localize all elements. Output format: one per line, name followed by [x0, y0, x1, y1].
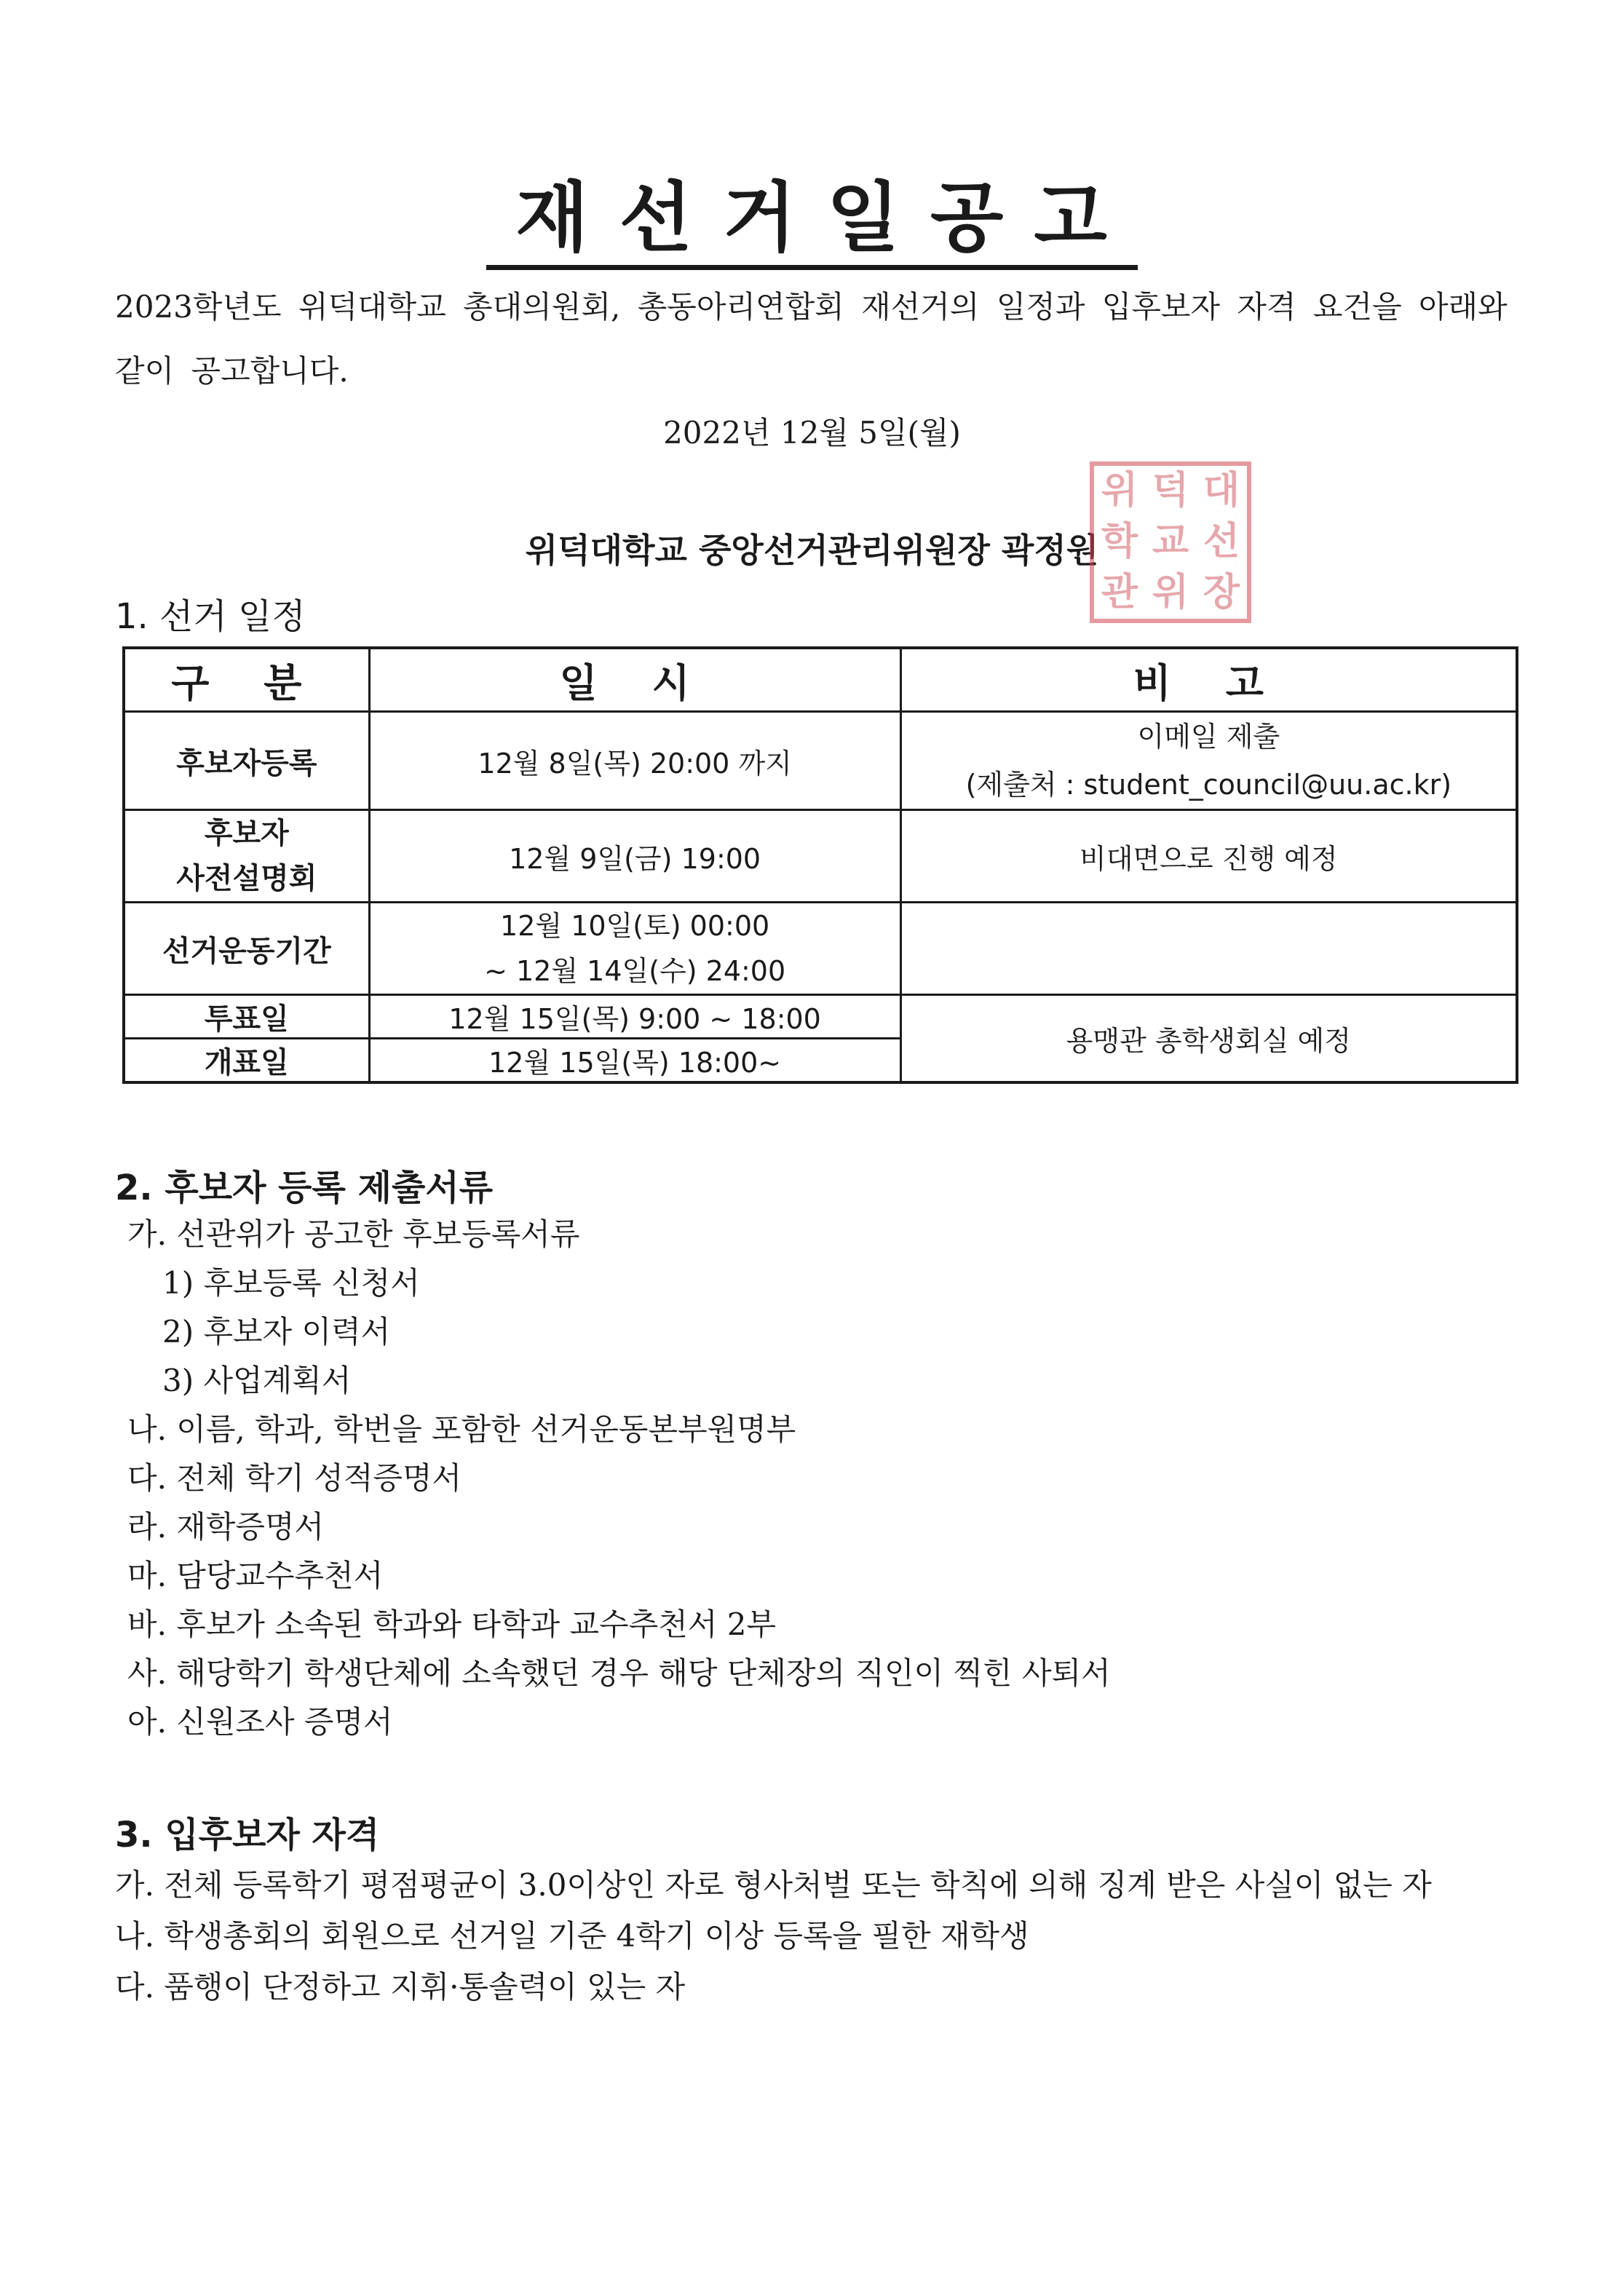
signer-line: 위덕대학교 중앙선거관리위원장 곽정원	[525, 531, 1099, 570]
list-item: 2) 후보자 이력서	[162, 1314, 391, 1350]
row-label: 선거운동기간	[124, 903, 369, 995]
row-label-line: 사전설명회	[176, 862, 317, 895]
list-item: 다. 전체 학기 성적증명서	[127, 1460, 462, 1496]
table-row	[124, 903, 1517, 995]
row-datetime: 12월 9일(금) 19:00	[369, 810, 900, 903]
seal-char: 관	[1101, 570, 1138, 614]
row-note: 비대면으로 진행 예정	[900, 810, 1517, 903]
table-row	[124, 810, 1517, 903]
row-datetime: 12월 15일(목) 18:00~	[369, 1039, 900, 1083]
row-label: 개표일	[124, 1039, 369, 1083]
row-datetime-line: ~ 12월 14일(수) 24:00	[484, 955, 786, 987]
row-label-line: 후보자	[204, 817, 289, 850]
election-schedule-table	[122, 646, 1518, 1084]
header-note: 비 고	[900, 648, 1517, 712]
table-row	[124, 712, 1517, 810]
row-datetime: 12월 15일(목) 9:00 ~ 18:00	[369, 995, 900, 1039]
table-row	[124, 995, 1517, 1039]
list-item: 마. 담당교수추천서	[127, 1558, 384, 1593]
seal-char: 위	[1152, 570, 1189, 614]
seal-char: 위	[1101, 468, 1138, 512]
list-item: 3) 사업계획서	[162, 1363, 352, 1398]
row-note-line: 이메일 제출	[1137, 721, 1280, 753]
section1-heading: 1. 선거 일정	[115, 596, 306, 637]
seal-char: 학	[1101, 519, 1138, 563]
seal-char: 대	[1203, 468, 1240, 512]
section3-heading: 3. 입후보자 자격	[115, 1815, 380, 1855]
row-datetime	[369, 903, 900, 995]
required-documents-list	[127, 1210, 1111, 1746]
list-item: 다. 품행이 단정하고 지휘·통솔력이 있는 자	[115, 1969, 686, 2005]
seal-char: 선	[1203, 519, 1240, 563]
row-label	[124, 810, 369, 903]
table-header-row	[124, 648, 1517, 712]
row-label: 투표일	[124, 995, 369, 1039]
announcement-date: 2022년 12월 5일(월)	[663, 415, 961, 451]
header-datetime: 일 시	[369, 648, 900, 712]
seal-char: 장	[1203, 570, 1240, 614]
list-item: 아. 신원조사 증명서	[127, 1704, 393, 1740]
section2-heading: 2. 후보자 등록 제출서류	[115, 1168, 494, 1208]
row-datetime-line: 12월 10일(토) 00:00	[500, 910, 770, 942]
list-item: 1) 후보등록 신청서	[162, 1265, 420, 1301]
intro-paragraph: 2023학년도 위덕대학교 총대의원회, 총동아리연합회 재선거의 일정과 입후보자 자격 요건을 아래와 같이 공고합니다.	[115, 289, 1508, 389]
header-category: 구 분	[124, 648, 369, 712]
row-note	[900, 712, 1517, 810]
seal-char: 덕	[1152, 468, 1189, 512]
row-label: 후보자등록	[124, 712, 369, 810]
list-item: 나. 이름, 학과, 학번을 포함한 선거운동본부원명부	[127, 1411, 796, 1447]
list-item: 바. 후보가 소속된 학과와 타학과 교수추천서 2부	[127, 1606, 777, 1642]
official-seal-stamp	[1090, 461, 1251, 623]
eligibility-list	[115, 1860, 1432, 2013]
row-note: 용맹관 총학생회실 예정	[900, 995, 1517, 1083]
list-item: 나. 학생총회의 회원으로 선거일 기준 4학기 이상 등록을 필한 재학생	[115, 1918, 1029, 1954]
list-item: 가. 전체 등록학기 평점평균이 3.0이상인 자로 형사처벌 또는 학칙에 의해 징계 받은 사실이 없는 자	[115, 1867, 1432, 1903]
row-datetime: 12월 8일(목) 20:00 까지	[369, 712, 900, 810]
list-item: 라. 재학증명서	[127, 1509, 325, 1545]
page-title: 재선거일공고	[0, 157, 1624, 266]
row-note-email: (제출처 : student_council@uu.ac.kr)	[965, 769, 1452, 801]
list-item: 가. 선관위가 공고한 후보등록서류	[127, 1216, 580, 1252]
list-item: 사. 해당학기 학생단체에 소속했던 경우 해당 단체장의 직인이 찍힌 사퇴서	[127, 1655, 1111, 1691]
row-note	[900, 903, 1517, 995]
seal-char: 교	[1152, 519, 1189, 563]
